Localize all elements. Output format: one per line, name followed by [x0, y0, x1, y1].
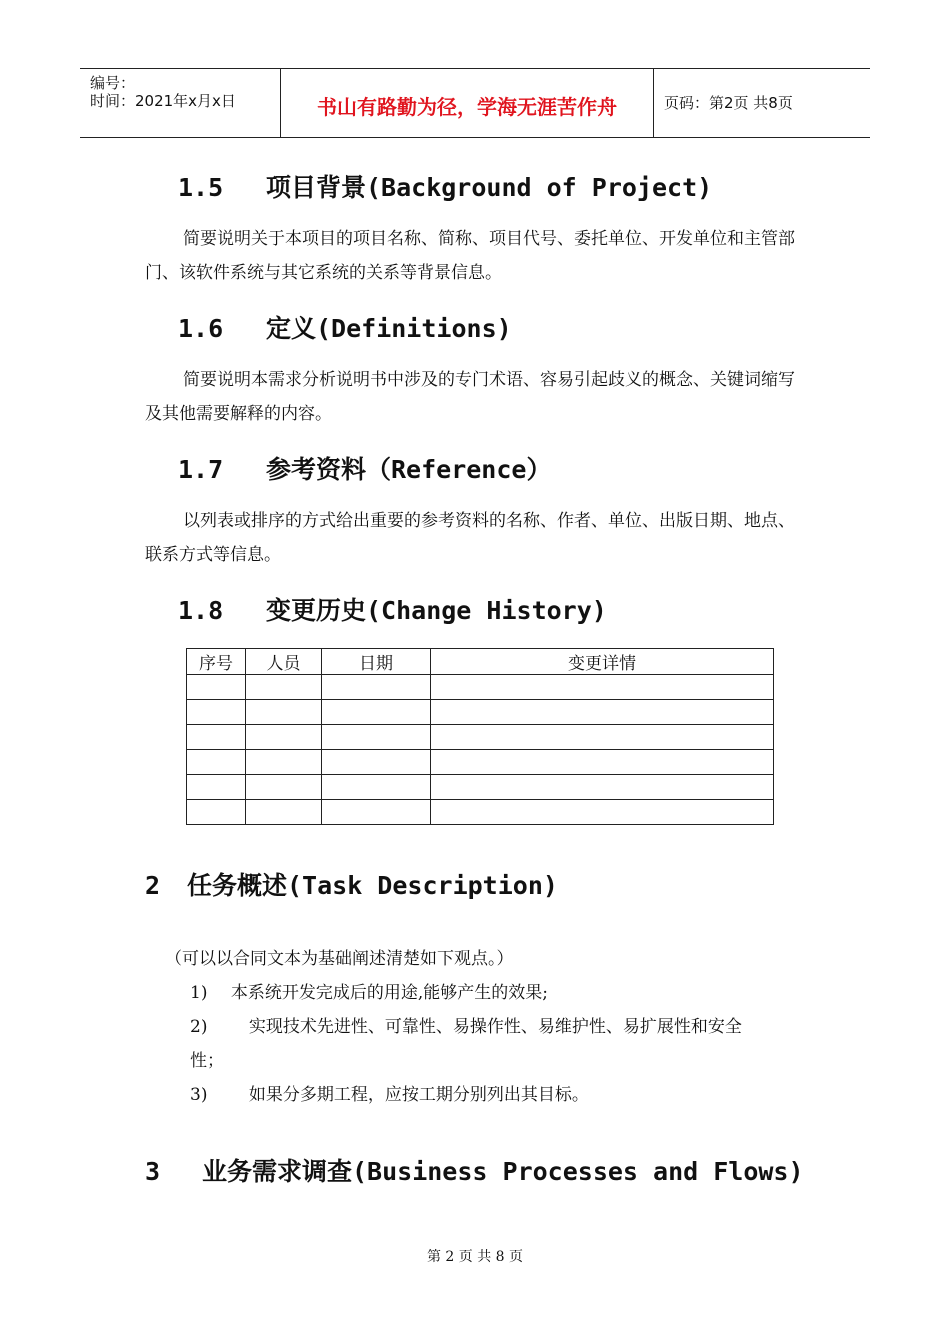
section-number: 2 [145, 871, 161, 900]
table-cell [246, 725, 322, 750]
list-item-text: 本系统开发完成后的用途,能够产生的效果; [230, 983, 548, 1003]
section-title: 项目背景(Background of Project) [266, 173, 713, 202]
table-cell [246, 675, 322, 700]
table-header-row [187, 649, 774, 675]
column-header: 变更详情 [431, 649, 774, 675]
header-meta-cell [80, 69, 281, 137]
section-body-1-5: 简要说明关于本项目的项目名称、简称、项目代号、委托单位、开发单位和主管部门、该软件系统与其它系统的关系等背景信息。 [145, 229, 795, 283]
table-cell [246, 775, 322, 800]
list-item-number: 1) [190, 983, 208, 1003]
section-body-1-6: 简要说明本需求分析说明书中涉及的专门术语、容易引起歧义的概念、关键词缩写及其他需要解释的内容。 [145, 370, 795, 424]
table-cell [322, 700, 431, 725]
time-label: 时间：2021年x月x日 [90, 92, 236, 110]
table-cell [187, 750, 246, 775]
table-cell [431, 700, 774, 725]
section-number: 1.7 [178, 455, 224, 484]
table-row [187, 700, 774, 725]
table-cell [246, 750, 322, 775]
section-heading-1-5 [178, 168, 712, 204]
section-heading-3 [145, 1152, 804, 1188]
list-item-continuation: 性； [190, 1051, 224, 1071]
table-cell [322, 725, 431, 750]
table-cell [431, 750, 774, 775]
section-title: 变更历史(Change History) [266, 596, 607, 625]
table-cell [431, 725, 774, 750]
code-label: 编号： [90, 74, 136, 92]
table-cell [187, 725, 246, 750]
section-title: 参考资料（Reference） [266, 455, 552, 484]
table-cell [187, 800, 246, 825]
section-number: 1.8 [178, 596, 224, 625]
table-row [187, 750, 774, 775]
column-header: 日期 [322, 649, 431, 675]
header-page-cell [654, 69, 870, 137]
list-item [190, 976, 548, 1010]
section-body-1-7: 以列表或排序的方式给出重要的参考资料的名称、作者、单位、出版日期、地点、联系方式等信息。 [145, 511, 795, 565]
section-title: 定义(Definitions) [266, 314, 512, 343]
section-number: 3 [145, 1157, 161, 1186]
table-row [187, 725, 774, 750]
table-cell [187, 775, 246, 800]
motto: 书山有路勤为径，学海无涯苦作舟 [317, 95, 617, 119]
list-item-text: 如果分多期工程，应按工期分别列出其目标。 [248, 1085, 589, 1105]
section-heading-1-6 [178, 309, 512, 345]
list-item-text: 实现技术先进性、可靠性、易操作性、易维护性、易扩展性和安全 [248, 1017, 742, 1037]
table-cell [431, 800, 774, 825]
column-header: 序号 [187, 649, 246, 675]
table-cell [322, 800, 431, 825]
list-item [190, 1078, 589, 1112]
page-footer: 第 2 页 共 8 页 [426, 1249, 524, 1265]
section-heading-1-8 [178, 591, 607, 627]
section-number: 1.6 [178, 314, 224, 343]
table-row [187, 775, 774, 800]
section-number: 1.5 [178, 173, 224, 202]
section-title: 业务需求调查(Business Processes and Flows) [202, 1157, 804, 1186]
table-row [187, 675, 774, 700]
header-motto-cell [281, 69, 654, 137]
task-intro: （可以以合同文本为基础阐述清楚如下观点。） [165, 949, 514, 969]
list-item [190, 1010, 742, 1044]
table-cell [187, 675, 246, 700]
table-cell [246, 700, 322, 725]
section-heading-1-7 [178, 450, 551, 486]
section-title: 任务概述(Task Description) [187, 871, 558, 900]
change-history-table [186, 648, 774, 825]
table-cell [322, 675, 431, 700]
page-label: 页码：第2页 共8页 [664, 94, 793, 112]
table-cell [322, 775, 431, 800]
table-cell [246, 800, 322, 825]
list-item-number: 2) [190, 1017, 208, 1037]
section-heading-2 [145, 866, 558, 902]
table-cell [431, 675, 774, 700]
table-cell [187, 700, 246, 725]
list-item-number: 3) [190, 1085, 208, 1105]
column-header: 人员 [246, 649, 322, 675]
table-cell [431, 775, 774, 800]
page-header [80, 68, 870, 138]
table-row [187, 800, 774, 825]
table-cell [322, 750, 431, 775]
